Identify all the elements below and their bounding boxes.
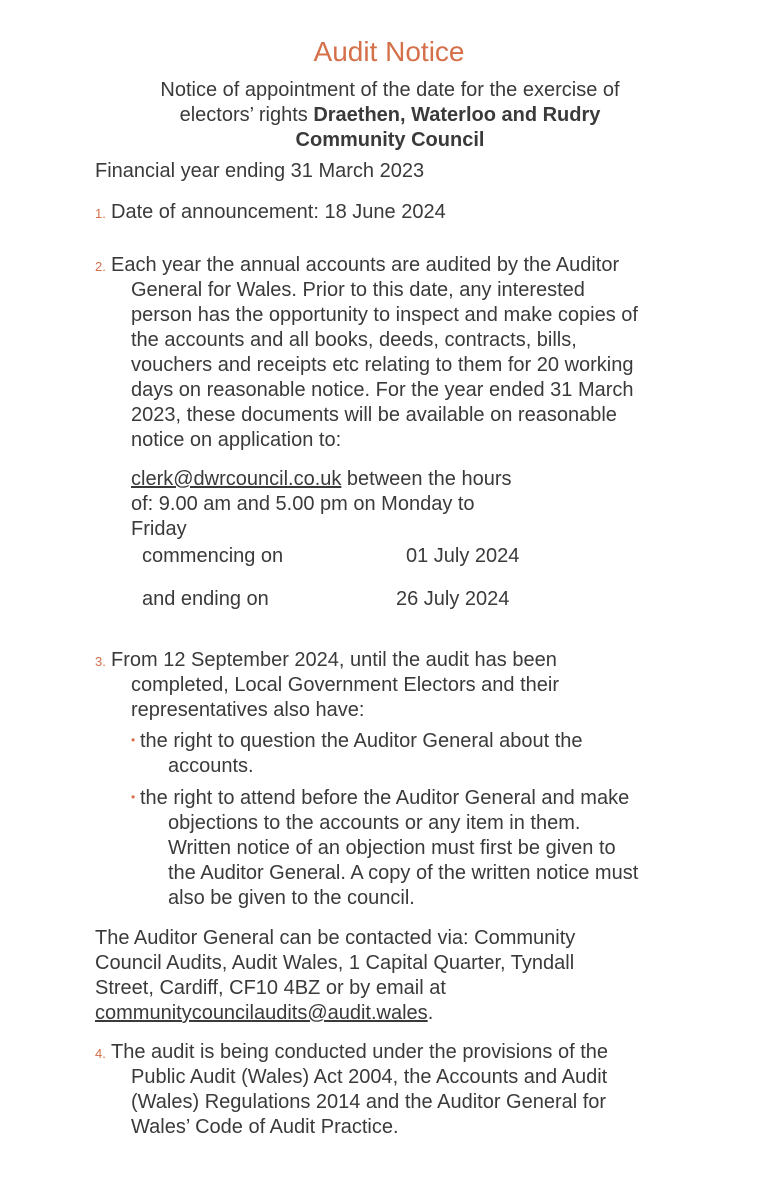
contact-line-1 — [131, 467, 512, 492]
bullet-2-line: objections to the accounts or any item in them. — [168, 812, 581, 834]
financial-year: Financial year ending 31 March 2023 — [95, 160, 425, 182]
item-2-line: vouchers and receipts etc relating to them for 20 working — [131, 354, 634, 376]
auditor-email-suffix: . — [427, 1002, 434, 1024]
ending-label: and ending on — [142, 588, 269, 610]
ending-date: 26 July 2024 — [396, 588, 510, 610]
item-1-text: Date of announcement: 18 June 2024 — [111, 201, 446, 223]
item-2-line: General for Wales. Prior to this date, any interested — [131, 279, 585, 301]
page-title: Audit Notice — [313, 36, 465, 67]
item-3-number: 3. — [95, 654, 106, 669]
bullet-2-line: also be given to the council. — [168, 887, 415, 909]
bullet-dot-icon: • — [131, 790, 136, 804]
bullet-dot-icon: • — [131, 733, 136, 747]
item-4-line: Wales’ Code of Audit Practice. — [131, 1116, 399, 1138]
item-2-line: the accounts and all books, deeds, contracts, bills, — [131, 329, 577, 351]
council-name-cont: Community Council — [295, 129, 485, 151]
bullet-1-line: accounts. — [168, 755, 254, 777]
item-2-line: notice on application to: — [131, 429, 342, 451]
item-3-line: representatives also have: — [131, 699, 365, 721]
item-2-number: 2. — [95, 259, 106, 274]
item-2-line: 2023, these documents will be available on reasonable — [131, 404, 617, 426]
contact-line-3: Friday — [131, 518, 187, 540]
item-4-line: (Wales) Regulations 2014 and the Auditor General for — [131, 1091, 607, 1113]
subtitle-line-2 — [120, 103, 660, 128]
bullet-2-line: the right to attend before the Auditor General and make — [140, 787, 630, 809]
subtitle-line-1: Notice of appointment of the date for the exercise of — [160, 79, 620, 101]
bullet-1-line: the right to question the Auditor General about the — [140, 730, 583, 752]
item-4-line: Public Audit (Wales) Act 2004, the Accounts and Audit — [131, 1066, 608, 1088]
bullet-2-line: Written notice of an objection must first be given to — [168, 837, 616, 859]
bullet-2-line: the Auditor General. A copy of the written notice must — [168, 862, 639, 884]
council-name: Draethen, Waterloo and Rudry — [313, 104, 601, 126]
item-3-line: completed, Local Government Electors and their — [131, 674, 559, 696]
item-2-line: days on reasonable notice. For the year ended 31 March — [131, 379, 634, 401]
auditor-email-line — [95, 1001, 433, 1026]
subtitle-line-3 — [120, 128, 660, 153]
item-4-number: 4. — [95, 1046, 106, 1061]
notice-subtitle — [120, 78, 660, 153]
item-2-line: person has the opportunity to inspect and make copies of — [131, 304, 638, 326]
auditor-email-link[interactable]: communitycouncilaudits@audit.wales — [95, 1002, 428, 1024]
auditor-contact-line: Council Audits, Audit Wales, 1 Capital Quarter, Tyndall — [95, 952, 575, 974]
item-2-line: Each year the annual accounts are audited by the Auditor — [111, 254, 620, 276]
auditor-contact-line: Street, Cardiff, CF10 4BZ or by email at — [95, 977, 446, 999]
contact-line-1-rest: between the hours — [341, 468, 512, 490]
commencing-date: 01 July 2024 — [406, 545, 520, 567]
auditor-contact-line: The Auditor General can be contacted via: Community — [95, 927, 576, 949]
clerk-email-link[interactable]: clerk@dwrcouncil.co.uk — [131, 468, 342, 490]
item-1-number: 1. — [95, 206, 106, 221]
item-3-line: From 12 September 2024, until the audit has been — [111, 649, 557, 671]
contact-line-2: of: 9.00 am and 5.00 pm on Monday to — [131, 493, 475, 515]
subtitle-line-2-text: electors’ rights — [179, 104, 314, 126]
item-4-line: The audit is being conducted under the provisions of the — [111, 1041, 608, 1063]
commencing-label: commencing on — [142, 545, 284, 567]
